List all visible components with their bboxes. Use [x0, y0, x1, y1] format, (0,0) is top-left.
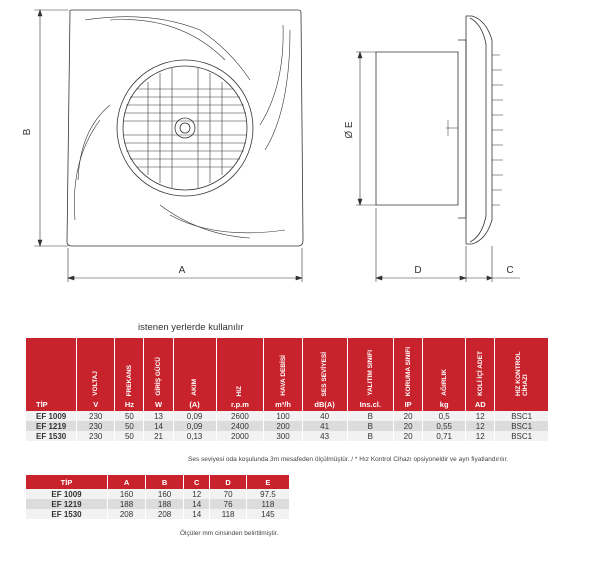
- spec-header-cell: HIZ KONTROL CİHAZI: [495, 338, 548, 398]
- spec-cell: 20: [394, 431, 423, 441]
- table-row: [26, 509, 289, 519]
- spec-cell: 0,5: [423, 411, 466, 421]
- spec-cell: 2000: [216, 431, 264, 441]
- dimension-c-line: [466, 246, 520, 282]
- spec-cell: 40: [302, 411, 347, 421]
- spec-cell: 14: [144, 421, 173, 431]
- spec-cell: B: [347, 421, 394, 431]
- spec-cell: 100: [264, 411, 302, 421]
- spec-header-cell: KORUMA SINIFI: [394, 338, 423, 398]
- dims-cell: 145: [246, 509, 289, 519]
- table-row: [26, 421, 548, 431]
- spec-cell: 0,71: [423, 431, 466, 441]
- grille-slats: [123, 68, 247, 188]
- grille-inner-ring: [123, 66, 247, 190]
- spec-cell: 230: [77, 411, 115, 421]
- usage-caption: istenen yerlerde kullanılır: [138, 322, 244, 333]
- spec-cell: 13: [144, 411, 173, 421]
- spec-cell: 20: [394, 421, 423, 431]
- spec-unit-cell: Hz: [115, 398, 144, 411]
- dimension-b-line: [34, 10, 68, 246]
- spec-cell: B: [347, 411, 394, 421]
- dimension-c-label: C: [506, 265, 514, 276]
- dims-cell: EF 1530: [26, 509, 108, 519]
- spec-header-blank: [26, 338, 77, 398]
- spec-cell: 12: [466, 411, 495, 421]
- spec-unit-cell: r.p.m: [216, 398, 264, 411]
- spec-cell: 2400: [216, 421, 264, 431]
- spec-cell: 41: [302, 421, 347, 431]
- dims-cell: 12: [184, 489, 210, 499]
- table-row: [26, 499, 289, 509]
- spec-cell: EF 1530: [26, 431, 77, 441]
- spec-cell: 0,55: [423, 421, 466, 431]
- dims-cell: 118: [210, 509, 246, 519]
- spec-unit-cell: AD: [466, 398, 495, 411]
- dims-header-cell: B: [146, 475, 184, 489]
- spec-header-cell: SES SEVİYESİ: [302, 338, 347, 398]
- dimension-d-label: D: [414, 265, 422, 276]
- dims-header-row: [26, 475, 289, 489]
- spec-unit-cell: IP: [394, 398, 423, 411]
- spec-unit-cell: m³/h: [264, 398, 302, 411]
- dimensions-table: [26, 475, 289, 519]
- spec-header-cell: FREKANS: [115, 338, 144, 398]
- dims-header-cell: A: [108, 475, 146, 489]
- spec-cell: 200: [264, 421, 302, 431]
- dims-cell: EF 1009: [26, 489, 108, 499]
- dimension-a-label: A: [178, 265, 186, 276]
- spec-cell: 230: [77, 431, 115, 441]
- dimension-b-label: B: [22, 128, 33, 136]
- grille-outer-ring: [117, 60, 253, 196]
- spec-cell: 300: [264, 431, 302, 441]
- dims-cell: 160: [146, 489, 184, 499]
- spec-units-row: [26, 398, 548, 411]
- table-row: [26, 489, 289, 499]
- spec-header-cell: HIZ: [216, 338, 264, 398]
- front-plate-outline: [67, 10, 303, 246]
- dims-header-cell: TİP: [26, 475, 108, 489]
- spec-cell: 21: [144, 431, 173, 441]
- spec-header-cell: GİRİŞ GÜCÜ: [144, 338, 173, 398]
- side-view: [376, 16, 503, 244]
- spec-unit-cell: V: [77, 398, 115, 411]
- dims-cell: 14: [184, 499, 210, 509]
- motor-hub-center: [180, 123, 190, 133]
- spec-header-cell: KOLİ İÇİ ADET: [466, 338, 495, 398]
- table-row: [26, 411, 548, 421]
- dimension-e-label: Ø E: [344, 121, 355, 139]
- spec-unit-cell: TİP: [26, 398, 77, 411]
- spec-cell: 230: [77, 421, 115, 431]
- spec-cell: 20: [394, 411, 423, 421]
- spec-cell: 50: [115, 431, 144, 441]
- dims-cell: 76: [210, 499, 246, 509]
- dims-cell: 208: [108, 509, 146, 519]
- spec-cell: 12: [466, 431, 495, 441]
- spec-header-cell: AĞIRLIK: [423, 338, 466, 398]
- spec-header-cell: YALITIM SINIFI: [347, 338, 394, 398]
- spec-cell: 0,09: [173, 411, 216, 421]
- swirl-blades: [74, 17, 290, 238]
- dims-cell: 188: [108, 499, 146, 509]
- spec-cell: 12: [466, 421, 495, 431]
- spec-unit-cell: kg: [423, 398, 466, 411]
- spec-header-cell: VOLTAJ: [77, 338, 115, 398]
- dims-header-cell: D: [210, 475, 246, 489]
- dims-cell: 97.5: [246, 489, 289, 499]
- spec-cell: 50: [115, 411, 144, 421]
- spec-unit-cell: W: [144, 398, 173, 411]
- spec-unit-cell: (A): [173, 398, 216, 411]
- dims-header-cell: C: [184, 475, 210, 489]
- spec-cell: 2600: [216, 411, 264, 421]
- dims-cell: 188: [146, 499, 184, 509]
- dims-cell: 160: [108, 489, 146, 499]
- spec-header-cell: HAVA DEBİSİ: [264, 338, 302, 398]
- dims-header-cell: E: [246, 475, 289, 489]
- dims-cell: 118: [246, 499, 289, 509]
- spec-header-row: [26, 338, 548, 398]
- spec-unit-cell: dB(A): [302, 398, 347, 411]
- spec-cell: EF 1009: [26, 411, 77, 421]
- spec-cell: B: [347, 431, 394, 441]
- spec-table: [26, 338, 548, 441]
- spec-unit-cell: [495, 398, 548, 411]
- dims-cell: 14: [184, 509, 210, 519]
- spec-cell: BSC1: [495, 421, 548, 431]
- sound-level-note: Ses seviyesi oda koşulunda 3m mesafeden ölçülmüştür. / * Hız Kontrol Cihazı opsiyoneldir ve ayrı fiyatlandırılır.: [188, 456, 509, 463]
- dims-cell: 208: [146, 509, 184, 519]
- spec-cell: BSC1: [495, 431, 548, 441]
- spec-header-cell: AKIM: [173, 338, 216, 398]
- dimension-e-line: [356, 52, 376, 205]
- table-row: [26, 431, 548, 441]
- dims-cell: 70: [210, 489, 246, 499]
- spec-cell: 0,09: [173, 421, 216, 431]
- spec-cell: BSC1: [495, 411, 548, 421]
- spec-cell: 0,13: [173, 431, 216, 441]
- dims-cell: EF 1219: [26, 499, 108, 509]
- spec-unit-cell: Ins.cl.: [347, 398, 394, 411]
- spec-cell: 50: [115, 421, 144, 431]
- spec-cell: EF 1219: [26, 421, 77, 431]
- spec-cell: 43: [302, 431, 347, 441]
- units-note: Ölçüler mm cinsinden belirtilmiştir.: [180, 530, 279, 537]
